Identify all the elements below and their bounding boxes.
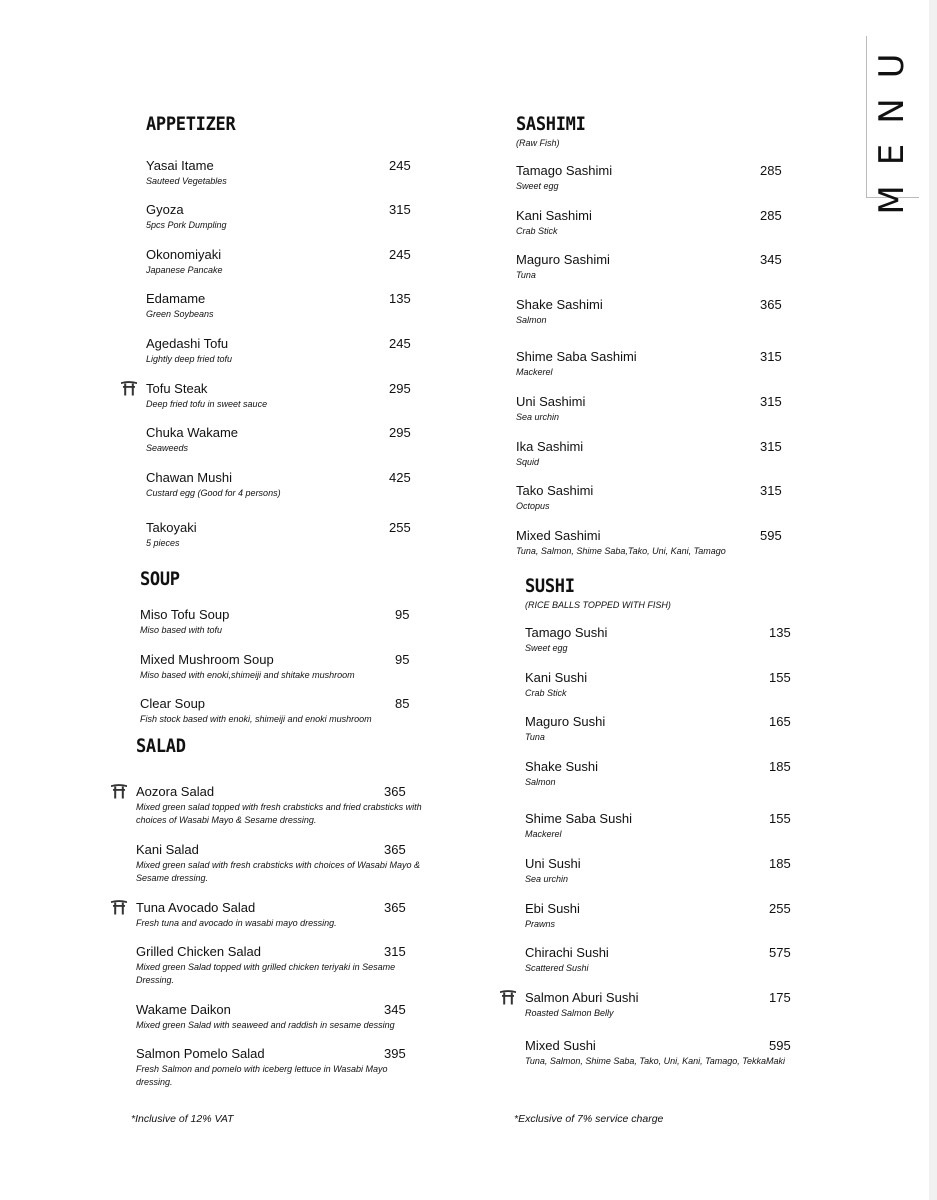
- item-price: 315: [389, 202, 411, 217]
- item-price: 95: [395, 652, 410, 667]
- item-price: 365: [760, 297, 782, 312]
- item-description: Mackerel: [516, 367, 553, 377]
- item-name: Miso Tofu Soup: [140, 607, 230, 622]
- item-description: Mixed green Salad with seaweed and raddish in sesame dessing: [136, 1020, 395, 1030]
- item-description: Tuna, Salmon, Shime Saba, Tako, Uni, Kani, Tamago, TekkaMaki: [525, 1056, 785, 1066]
- item-description: Mixed green Salad topped with grilled chicken teriyaki in Sesame Dressing.: [136, 962, 396, 985]
- item-price: 255: [389, 520, 411, 535]
- item-name: Ika Sashimi: [516, 439, 584, 454]
- section-title: SUSHI: [525, 575, 575, 598]
- item-price: 185: [769, 856, 791, 871]
- item-price: 95: [395, 607, 410, 622]
- vat-note: *Inclusive of 12% VAT: [131, 1113, 234, 1125]
- item-price: 245: [389, 247, 411, 262]
- menu-item-miso-tofu-soup: [140, 607, 430, 637]
- torii-gate-icon: [110, 899, 128, 915]
- item-name: Chirachi Sushi: [525, 945, 609, 960]
- item-price: 365: [384, 784, 406, 799]
- item-price: 245: [389, 336, 411, 351]
- item-price: 315: [760, 483, 782, 498]
- menu-item-mixed-sushi: [525, 1038, 815, 1068]
- menu-item-maguro-sushi: [525, 714, 815, 744]
- page-edge: [929, 0, 937, 1200]
- menu-item-tofu-steak: [146, 381, 436, 411]
- item-price: 135: [389, 291, 411, 306]
- menu-tab-label: MENU: [872, 33, 912, 215]
- item-description: Sweet egg: [516, 181, 559, 191]
- item-price: 365: [384, 842, 406, 857]
- menu-item-uni-sushi: [525, 856, 815, 886]
- item-name: Maguro Sushi: [525, 714, 606, 729]
- menu-item-maguro-sashimi: [516, 252, 806, 282]
- item-price: 315: [760, 394, 782, 409]
- section-title: APPETIZER: [146, 113, 236, 136]
- menu-item-shime-saba-sushi: [525, 811, 815, 841]
- menu-item-clear-soup: [140, 696, 430, 726]
- menu-item-mixed-sashimi: [516, 528, 806, 558]
- item-name: Ebi Sushi: [525, 901, 580, 916]
- item-description: Green Soybeans: [146, 309, 214, 319]
- item-price: 255: [769, 901, 791, 916]
- item-description: Mixed green salad with fresh crabsticks with choices of Wasabi Mayo & Sesame dressing.: [136, 860, 420, 883]
- torii-gate-icon: [110, 783, 128, 799]
- menu-item-tamago-sashimi: [516, 163, 806, 193]
- item-price: 245: [389, 158, 411, 173]
- item-name: Uni Sashimi: [516, 394, 586, 409]
- item-description: Fresh Salmon and pomelo with iceberg lettuce in Wasabi Mayo dressing.: [136, 1064, 388, 1087]
- item-name: Aozora Salad: [136, 784, 215, 799]
- item-price: 395: [384, 1046, 406, 1061]
- section-sashimi: [516, 113, 806, 556]
- menu-item-mixed-mushroom-soup: [140, 652, 430, 682]
- item-description: Miso based with enoki,shimeiji and shitake mushroom: [140, 670, 355, 680]
- item-name: Maguro Sashimi: [516, 252, 610, 267]
- menu-item-salmon-aburi-sushi: [525, 990, 815, 1020]
- torii-gate-icon: [120, 380, 138, 396]
- item-name: Mixed Mushroom Soup: [140, 652, 274, 667]
- section-subtitle: (Raw Fish): [516, 138, 560, 148]
- menu-item-tamago-sushi: [525, 625, 815, 655]
- item-name: Wakame Daikon: [136, 1002, 231, 1017]
- menu-item-ebi-sushi: [525, 901, 815, 931]
- menu-item-takoyaki: [146, 520, 436, 550]
- item-description: 5 pieces: [146, 538, 180, 548]
- item-price: 285: [760, 208, 782, 223]
- item-description: Miso based with tofu: [140, 625, 223, 635]
- item-name: Salmon Aburi Sushi: [525, 990, 639, 1005]
- item-description: Tuna: [525, 732, 545, 742]
- item-description: Sea urchin: [525, 874, 569, 884]
- item-name: Clear Soup: [140, 696, 206, 711]
- item-description: Sea urchin: [516, 412, 560, 422]
- item-price: 595: [769, 1038, 791, 1053]
- item-description: 5pcs Pork Dumpling: [146, 220, 227, 230]
- item-name: Kani Sushi: [525, 670, 588, 685]
- item-name: Tuna Avocado Salad: [136, 900, 256, 915]
- item-name: Tamago Sushi: [525, 625, 608, 640]
- item-description: Squid: [516, 457, 540, 467]
- item-description: Japanese Pancake: [146, 265, 223, 275]
- item-description: Tuna, Salmon, Shime Saba,Tako, Uni, Kani, Tamago: [516, 546, 726, 556]
- item-price: 185: [769, 759, 791, 774]
- item-price: 165: [769, 714, 791, 729]
- item-name: Shime Saba Sashimi: [516, 349, 637, 364]
- item-description: Tuna: [516, 270, 536, 280]
- item-description: Roasted Salmon Belly: [525, 1008, 614, 1018]
- item-name: Tofu Steak: [146, 381, 208, 396]
- item-price: 155: [769, 811, 791, 826]
- item-name: Yasai Itame: [146, 158, 214, 173]
- item-name: Chawan Mushi: [146, 470, 232, 485]
- menu-item-chuka-wakame: [146, 425, 436, 455]
- torii-gate-icon: [499, 989, 517, 1005]
- section-title: SOUP: [140, 568, 180, 591]
- menu-item-okonomiyaki: [146, 247, 436, 277]
- item-description: Mackerel: [525, 829, 562, 839]
- menu-item-tuna-avocado-salad: [136, 900, 426, 930]
- item-name: Agedashi Tofu: [146, 336, 229, 351]
- menu-item-shake-sashimi: [516, 297, 806, 327]
- item-price: 285: [760, 163, 782, 178]
- item-name: Gyoza: [146, 202, 184, 217]
- menu-item-chirachi-sushi: [525, 945, 815, 975]
- item-description: Crab Stick: [516, 226, 558, 236]
- item-price: 85: [395, 696, 410, 711]
- item-name: Tamago Sashimi: [516, 163, 613, 178]
- item-description: Lightly deep fried tofu: [146, 354, 233, 364]
- item-description: Sauteed Vegetables: [146, 176, 227, 186]
- menu-item-gyoza: [146, 202, 436, 232]
- menu-item-wakame-daikon: [136, 1002, 426, 1032]
- section-sushi: [525, 575, 815, 1066]
- item-description: Salmon: [525, 777, 556, 787]
- item-price: 295: [389, 425, 411, 440]
- item-name: Edamame: [146, 291, 206, 306]
- item-name: Mixed Sashimi: [516, 528, 601, 543]
- item-description: Fresh tuna and avocado in wasabi mayo dressing.: [136, 918, 337, 928]
- section-subtitle: (RICE BALLS TOPPED WITH FISH): [525, 600, 671, 610]
- item-description: Scattered Sushi: [525, 963, 589, 973]
- item-description: Seaweeds: [146, 443, 189, 453]
- item-price: 345: [384, 1002, 406, 1017]
- menu-item-shake-sushi: [525, 759, 815, 789]
- item-name: Uni Sushi: [525, 856, 581, 871]
- item-price: 155: [769, 670, 791, 685]
- menu-item-uni-sashimi: [516, 394, 806, 424]
- section-appetizer: [146, 113, 436, 548]
- menu-item-grilled-chicken-salad: [136, 944, 426, 987]
- item-name: Grilled Chicken Salad: [136, 944, 262, 959]
- section-salad: [136, 735, 426, 1087]
- item-price: 345: [760, 252, 782, 267]
- menu-item-chawan-mushi: [146, 470, 436, 500]
- item-name: Salmon Pomelo Salad: [136, 1046, 265, 1061]
- menu-item-kani-salad: [136, 842, 426, 885]
- item-price: 315: [760, 349, 782, 364]
- item-price: 175: [769, 990, 791, 1005]
- service-note: *Exclusive of 7% service charge: [514, 1113, 664, 1125]
- item-name: Tako Sashimi: [516, 483, 594, 498]
- item-description: Octopus: [516, 501, 550, 511]
- menu-item-ika-sashimi: [516, 439, 806, 469]
- menu-item-salmon-pomelo-salad: [136, 1046, 426, 1089]
- item-name: Shime Saba Sushi: [525, 811, 632, 826]
- item-name: Kani Sashimi: [516, 208, 592, 223]
- item-name: Takoyaki: [146, 520, 197, 535]
- section-title: SALAD: [136, 735, 186, 758]
- item-price: 135: [769, 625, 791, 640]
- menu-item-kani-sashimi: [516, 208, 806, 238]
- item-name: Chuka Wakame: [146, 425, 238, 440]
- item-name: Kani Salad: [136, 842, 199, 857]
- item-description: Mixed green salad topped with fresh crabsticks and fried crabsticks with choices of Wasabi Mayo & Sesame dressing.: [136, 802, 422, 825]
- item-description: Custard egg (Good for 4 persons): [146, 488, 281, 498]
- item-name: Shake Sushi: [525, 759, 598, 774]
- item-description: Sweet egg: [525, 643, 568, 653]
- item-description: Salmon: [516, 315, 547, 325]
- section-soup: [140, 568, 430, 724]
- menu-item-edamame: [146, 291, 436, 321]
- menu-item-shime-saba-sashimi: [516, 349, 806, 379]
- item-name: Shake Sashimi: [516, 297, 603, 312]
- item-price: 425: [389, 470, 411, 485]
- item-description: Deep fried tofu in sweet sauce: [146, 399, 268, 409]
- menu-item-kani-sushi: [525, 670, 815, 700]
- item-price: 365: [384, 900, 406, 915]
- item-price: 295: [389, 381, 411, 396]
- item-name: Mixed Sushi: [525, 1038, 596, 1053]
- item-price: 575: [769, 945, 791, 960]
- item-price: 595: [760, 528, 782, 543]
- item-description: Crab Stick: [525, 688, 567, 698]
- item-price: 315: [384, 944, 406, 959]
- menu-item-tako-sashimi: [516, 483, 806, 513]
- section-title: SASHIMI: [516, 113, 586, 136]
- item-price: 315: [760, 439, 782, 454]
- item-description: Fish stock based with enoki, shimeiji and enoki mushroom: [140, 714, 372, 724]
- item-name: Okonomiyaki: [146, 247, 222, 262]
- menu-item-yasai-itame: [146, 158, 436, 188]
- menu-item-agedashi-tofu: [146, 336, 436, 366]
- item-description: Prawns: [525, 919, 556, 929]
- menu-item-aozora-salad: [136, 784, 426, 827]
